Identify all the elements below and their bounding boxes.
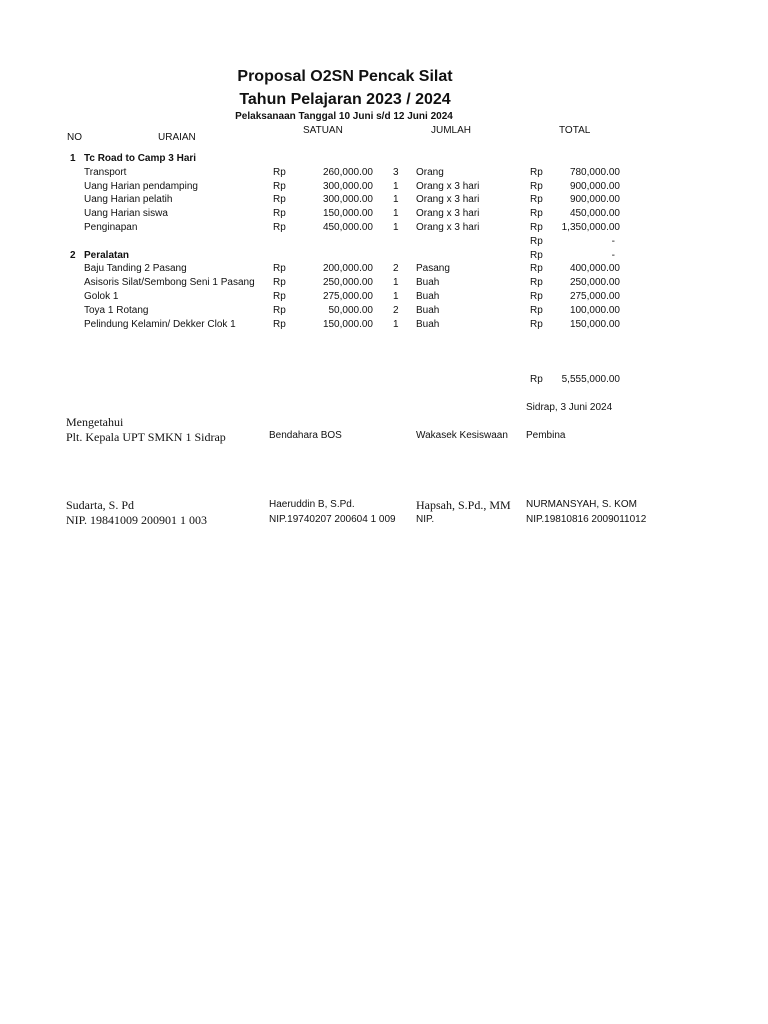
item-total-currency: Rp <box>530 222 543 233</box>
item-description: Baju Tanding 2 Pasang <box>84 263 187 275</box>
item-unit-price: 260,000.00 <box>322 166 373 178</box>
item-quantity: 1 <box>393 222 399 233</box>
item-description: Uang Harian siswa <box>84 208 168 220</box>
item-description: Asisoris Silat/Sembong Seni 1 Pasang <box>84 277 255 289</box>
item-unit-price: 450,000.00 <box>322 222 373 233</box>
pembina-name: NURMANSYAH, S. KOM <box>526 499 637 510</box>
item-unit-price-currency: Rp <box>273 166 286 178</box>
kepala-role: Plt. Kepala UPT SMKN 1 Sidrap <box>66 430 226 444</box>
item-unit-price: 300,000.00 <box>322 180 373 192</box>
item-quantity: 1 <box>393 291 399 302</box>
item-unit-price-currency: Rp <box>273 222 286 233</box>
item-total: 150,000.00 <box>569 318 620 330</box>
item-description: Transport <box>84 166 127 178</box>
mengetahui-label: Mengetahui <box>66 415 124 429</box>
wakasek-name: Hapsah, S.Pd., MM <box>416 498 511 512</box>
col-header-jumlah: JUMLAH <box>431 125 472 136</box>
item-total-currency: Rp <box>530 194 543 206</box>
item-total: 100,000.00 <box>569 304 620 316</box>
item-quantity: 1 <box>393 318 399 330</box>
item-unit: Orang x 3 hari <box>416 222 480 233</box>
col-header-no: NO <box>67 132 82 143</box>
item-description: Golok 1 <box>84 291 119 302</box>
item-unit: Orang <box>416 166 444 178</box>
item-unit: Orang x 3 hari <box>416 208 480 220</box>
bendahara-name: Haeruddin B, S.Pd. <box>269 499 355 510</box>
item-total-currency: Rp <box>530 166 543 178</box>
item-total: 900,000.00 <box>569 194 620 206</box>
col-header-total: TOTAL <box>559 125 591 136</box>
title-line-2: Tahun Pelajaran 2023 / 2024 <box>239 91 451 108</box>
item-unit-price: 200,000.00 <box>322 263 373 275</box>
section-total-value: - <box>611 249 615 261</box>
item-unit: Orang x 3 hari <box>416 180 480 192</box>
item-unit-price: 275,000.00 <box>322 291 373 302</box>
item-total: - <box>611 235 615 247</box>
grand-total-currency: Rp <box>530 374 543 385</box>
item-total-currency: Rp <box>530 180 543 192</box>
item-total-currency: Rp <box>530 263 543 275</box>
col-header-uraian: URAIAN <box>158 132 196 143</box>
item-total-currency: Rp <box>530 304 543 316</box>
item-total: 780,000.00 <box>569 166 620 178</box>
section-title: Peralatan <box>84 249 130 261</box>
pembina-role: Pembina <box>526 430 566 441</box>
item-total-currency: Rp <box>530 291 543 302</box>
item-unit-price: 300,000.00 <box>322 194 373 206</box>
item-total: 1,350,000.00 <box>561 222 620 233</box>
item-unit-price-currency: Rp <box>273 194 286 206</box>
item-quantity: 1 <box>393 180 399 192</box>
item-description: Toya 1 Rotang <box>84 304 149 316</box>
item-unit-price-currency: Rp <box>273 208 286 220</box>
place-date: Sidrap, 3 Juni 2024 <box>526 402 613 413</box>
item-description: Penginapan <box>84 222 138 233</box>
kepala-name: Sudarta, S. Pd <box>66 498 135 512</box>
item-quantity: 1 <box>393 277 399 289</box>
item-total: 400,000.00 <box>569 263 620 275</box>
item-unit: Pasang <box>416 263 450 275</box>
item-total-currency: Rp <box>530 277 543 289</box>
item-description: Pelindung Kelamin/ Dekker Clok 1 <box>84 318 236 330</box>
item-quantity: 1 <box>393 194 399 206</box>
bendahara-nip: NIP.19740207 200604 1 009 <box>269 514 396 525</box>
wakasek-nip: NIP. <box>416 514 435 525</box>
section-total-currency: Rp <box>530 249 543 261</box>
subtitle: Pelaksanaan Tanggal 10 Juni s/d 12 Juni 2024 <box>235 111 453 122</box>
grand-total-value: 5,555,000.00 <box>561 374 620 385</box>
item-unit-price-currency: Rp <box>273 180 286 192</box>
item-total: 450,000.00 <box>569 208 620 220</box>
item-unit: Buah <box>416 318 440 330</box>
pembina-nip: NIP.19810816 2009011012 <box>526 514 647 525</box>
item-unit-price: 150,000.00 <box>322 208 373 220</box>
item-quantity: 2 <box>393 263 399 275</box>
item-unit-price-currency: Rp <box>273 304 286 316</box>
item-unit: Orang x 3 hari <box>416 194 480 206</box>
item-total-currency: Rp <box>530 235 543 247</box>
item-unit: Buah <box>416 291 440 302</box>
item-unit-price-currency: Rp <box>273 277 286 289</box>
item-unit: Buah <box>416 304 440 316</box>
bendahara-role: Bendahara BOS <box>269 430 342 441</box>
section-number: 1 <box>70 153 76 164</box>
item-unit-price-currency: Rp <box>273 318 286 330</box>
item-unit-price: 150,000.00 <box>322 318 373 330</box>
item-quantity: 1 <box>393 208 399 220</box>
item-description: Uang Harian pendamping <box>84 180 198 192</box>
item-unit-price-currency: Rp <box>273 291 286 302</box>
item-unit: Buah <box>416 277 440 289</box>
col-header-satuan: SATUAN <box>303 125 343 136</box>
wakasek-role: Wakasek Kesiswaan <box>416 430 508 441</box>
item-quantity: 2 <box>393 304 399 316</box>
item-total: 250,000.00 <box>569 277 620 289</box>
item-unit-price: 250,000.00 <box>322 277 373 289</box>
section-title: Tc Road to Camp 3 Hari <box>84 153 197 164</box>
kepala-nip: NIP. 19841009 200901 1 003 <box>66 513 208 527</box>
item-total-currency: Rp <box>530 318 543 330</box>
item-quantity: 3 <box>393 166 399 178</box>
item-unit-price-currency: Rp <box>273 263 286 275</box>
item-total: 900,000.00 <box>569 180 620 192</box>
item-unit-price: 50,000.00 <box>328 304 373 316</box>
item-total-currency: Rp <box>530 208 543 220</box>
item-description: Uang Harian pelatih <box>84 194 173 206</box>
title-line-1: Proposal O2SN Pencak Silat <box>237 68 453 85</box>
section-number: 2 <box>70 249 76 261</box>
item-total: 275,000.00 <box>569 291 620 302</box>
